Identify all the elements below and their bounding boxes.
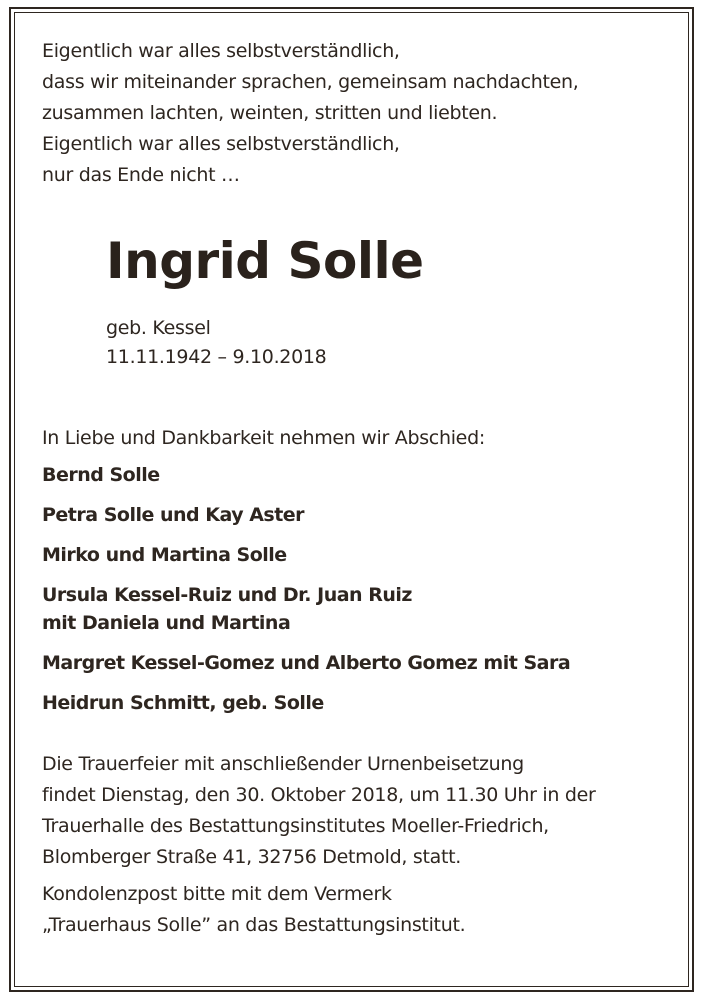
poem-line: dass wir miteinander sprachen, gemeinsam nachdachten,	[42, 71, 579, 93]
service-details	[42, 749, 672, 873]
condolence-line: Kondolenzpost bitte mit dem Vermerk	[42, 883, 392, 905]
mourner-entry	[42, 581, 672, 637]
mourner-entry	[42, 689, 672, 717]
mourner-line: mit Daniela und Martina	[42, 612, 291, 634]
deceased-name: Ingrid Solle	[106, 232, 424, 290]
service-line: Trauerhalle des Bestattungsinstitutes Moeller-Friedrich,	[42, 815, 549, 837]
obituary-notice	[42, 36, 672, 941]
mourner-line: Petra Solle und Kay Aster	[42, 504, 305, 526]
mourner-line: Bernd Solle	[42, 464, 160, 486]
deceased-block	[106, 231, 672, 372]
mourner-line: Mirko und Martina Solle	[42, 544, 287, 566]
poem-line: nur das Ende nicht …	[42, 164, 240, 186]
service-line: Blomberger Straße 41, 32756 Detmold, statt.	[42, 846, 462, 868]
life-dates: 11.11.1942 – 9.10.2018	[106, 346, 327, 368]
poem	[42, 36, 672, 191]
condolence-note	[42, 879, 672, 941]
service-line: findet Dienstag, den 30. Oktober 2018, um 11.30 Uhr in der	[42, 784, 596, 806]
poem-line: Eigentlich war alles selbstverständlich,	[42, 133, 400, 155]
farewell-intro: In Liebe und Dankbarkeit nehmen wir Abschied:	[42, 427, 485, 449]
mourner-line: Margret Kessel-Gomez und Alberto Gomez mit Sara	[42, 652, 571, 674]
condolence-line: „Trauerhaus Solle” an das Bestattungsinstitut.	[42, 914, 466, 936]
mourner-entry	[42, 541, 672, 569]
mourner-line: Ursula Kessel-Ruiz und Dr. Juan Ruiz	[42, 584, 412, 606]
mourners-list	[42, 461, 672, 717]
mourner-line: Heidrun Schmitt, geb. Solle	[42, 692, 324, 714]
mourner-entry	[42, 461, 672, 489]
service-line: Die Trauerfeier mit anschließender Urnenbeisetzung	[42, 753, 524, 775]
mourner-entry	[42, 649, 672, 677]
maiden-name: geb. Kessel	[106, 317, 211, 339]
mourner-entry	[42, 501, 672, 529]
poem-line: zusammen lachten, weinten, stritten und liebten.	[42, 102, 498, 124]
poem-line: Eigentlich war alles selbstverständlich,	[42, 40, 400, 62]
